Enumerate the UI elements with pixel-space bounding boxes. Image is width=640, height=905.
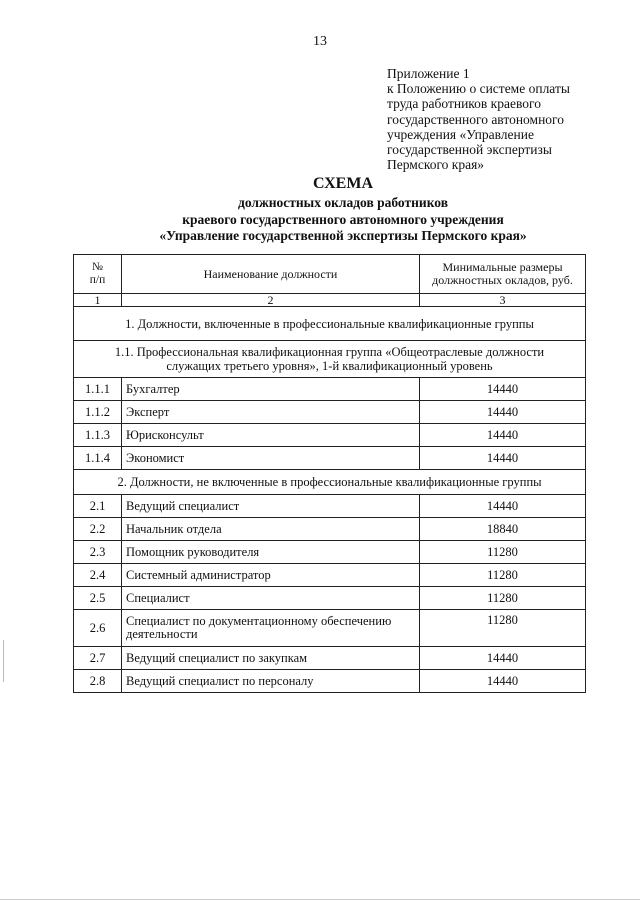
title-main: СХЕМА (312, 175, 374, 192)
group-row (74, 307, 586, 341)
row-number: 2.4 (74, 564, 122, 587)
table-row (74, 647, 586, 670)
subgroup-heading-line: 1.1. Профессиональная квалификационная группа «Общеотраслевые должности (114, 345, 545, 359)
title-line: должностных окладов работников (237, 195, 448, 210)
column-number: 2 (122, 294, 420, 307)
appendix-line: Приложение 1 (387, 66, 470, 81)
position-name: Ведущий специалист по закупкам (122, 647, 420, 670)
position-name: Юрисконсульт (122, 424, 420, 447)
position-name: Начальник отдела (122, 518, 420, 541)
header-salary-line: должностных окладов, руб. (432, 273, 573, 287)
table-row (74, 401, 586, 424)
header-salary-line: Минимальные размеры (442, 260, 563, 274)
appendix-line: к Положению о системе оплаты (387, 81, 570, 97)
position-name: Бухгалтер (122, 378, 420, 401)
position-name: Помощник руководителя (122, 541, 420, 564)
salary-value: 14440 (420, 670, 586, 693)
table-row (74, 447, 586, 470)
position-name-line: Специалист по документационному обеспечению (126, 614, 392, 628)
position-name: Ведущий специалист по персоналу (122, 670, 420, 693)
subgroup-row (74, 341, 586, 378)
title-line: краевого государственного автономного учреждения (182, 211, 504, 227)
table-row (74, 541, 586, 564)
row-number: 2.7 (74, 647, 122, 670)
group-heading: 1. Должности, включенные в профессиональные квалификационные группы (74, 307, 586, 341)
salary-table (73, 254, 586, 693)
salary-value: 18840 (420, 518, 586, 541)
appendix-line: государственной экспертизы (387, 142, 552, 158)
group-row (74, 470, 586, 495)
subgroup-heading-line: служащих третьего уровня», 1-й квалификационный уровень (166, 359, 493, 373)
appendix-line: труда работников краевого (387, 96, 541, 112)
scan-edge-mark (3, 640, 4, 682)
row-number: 1.1.1 (74, 378, 122, 401)
salary-value: 14440 (420, 495, 586, 518)
position-name: Экономист (122, 447, 420, 470)
table-row (74, 587, 586, 610)
row-number: 1.1.4 (74, 447, 122, 470)
header-number-line: № (92, 261, 103, 273)
position-name: Специалист (122, 587, 420, 610)
appendix-line: государственного автономного (387, 111, 565, 127)
column-number: 3 (420, 294, 586, 307)
appendix-line: Пермского края» (387, 157, 485, 173)
row-number: 1.1.3 (74, 424, 122, 447)
position-name: Системный администратор (122, 564, 420, 587)
position-name: Ведущий специалист (122, 495, 420, 518)
table-header-row (74, 255, 586, 294)
header-salary (420, 255, 586, 294)
salary-value: 14440 (420, 424, 586, 447)
position-name (122, 610, 420, 647)
header-position: Наименование должности (122, 255, 420, 294)
row-number: 1.1.2 (74, 401, 122, 424)
salary-value: 11280 (420, 541, 586, 564)
row-number: 2.1 (74, 495, 122, 518)
table-row (74, 518, 586, 541)
header-number (74, 255, 122, 294)
salary-value: 11280 (420, 564, 586, 587)
column-number-row (74, 294, 586, 307)
table-row (74, 564, 586, 587)
subgroup-heading (74, 341, 586, 378)
salary-value: 14440 (420, 447, 586, 470)
appendix-note (387, 66, 627, 172)
salary-value: 14440 (420, 378, 586, 401)
appendix-line: учреждения «Управление (387, 126, 534, 142)
table-row (74, 495, 586, 518)
table-row (74, 424, 586, 447)
salary-value: 11280 (420, 587, 586, 610)
page-number: 13 (313, 34, 327, 49)
header-number-line: п/п (89, 274, 106, 286)
salary-value: 14440 (420, 647, 586, 670)
table-row (74, 378, 586, 401)
salary-value: 11280 (420, 610, 586, 647)
position-name-line: деятельности (126, 627, 198, 641)
row-number: 2.2 (74, 518, 122, 541)
column-number: 1 (74, 294, 122, 307)
position-name: Эксперт (122, 401, 420, 424)
title-line: «Управление государственной экспертизы Пермского края» (159, 228, 527, 243)
row-number: 2.6 (74, 610, 122, 647)
row-number: 2.3 (74, 541, 122, 564)
table-row (74, 610, 586, 647)
document-title (0, 174, 640, 244)
group-heading: 2. Должности, не включенные в профессиональные квалификационные группы (74, 470, 586, 495)
row-number: 2.5 (74, 587, 122, 610)
scan-bottom-edge (0, 899, 640, 900)
table-row (74, 670, 586, 693)
row-number: 2.8 (74, 670, 122, 693)
salary-value: 14440 (420, 401, 586, 424)
